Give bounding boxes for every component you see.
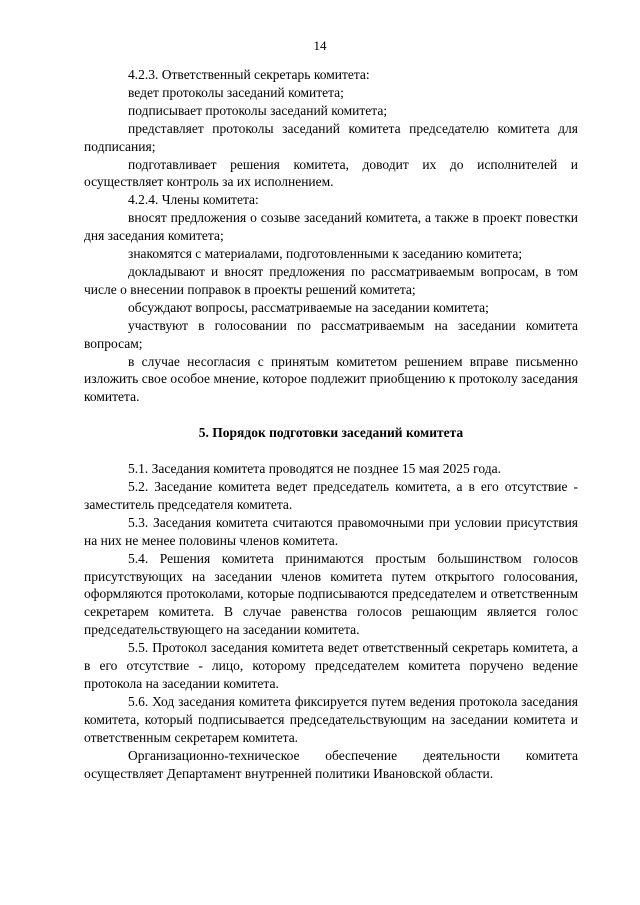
paragraph-member-duty-3: докладывают и вносят предложения по рассматриваемым вопросам, в том числе о внесении поправок в проекты решений комитета; — [84, 263, 578, 297]
paragraph-5-4: 5.4. Решения комитета принимаются простым большинством голосов присутствующих на заседании членов комитета путем открытого голосования, оформляются протоколами, которые подписываются председателем и ответственным секретарем комитета. В случае равенства голосов решающим является голос председательствующего на заседании комитета. — [84, 550, 578, 638]
paragraph-4-2-3-title: 4.2.3. Ответственный секретарь комитета: — [128, 67, 370, 82]
page-number: 14 — [313, 38, 327, 53]
section-heading: 5. Порядок подготовки заседаний комитета — [198, 425, 464, 441]
paragraph-member-duty-4: обсуждают вопросы, рассматриваемые на заседании комитета; — [128, 299, 489, 315]
paragraph-4-2-4-title: 4.2.4. Члены комитета: — [128, 192, 259, 208]
paragraph-secretary-duty-3: представляет протоколы заседаний комитета председателю комитета для подписания; — [84, 120, 578, 154]
paragraph-secretary-duty-2: подписывает протоколы заседаний комитета; — [128, 102, 388, 118]
paragraph-secretary-duty-4: подготавливает решения комитета, доводит их до исполнителей и осуществляет контроль за их исполнением. — [84, 156, 578, 190]
paragraph-member-duty-5: участвуют в голосовании по рассматриваемым на заседании комитета вопросам; — [84, 317, 578, 351]
paragraph-5-2: 5.2. Заседание комитета ведет председатель комитета, а в его отсутствие - заместитель председателя комитета. — [84, 479, 578, 512]
paragraph-support: Организационно-техническое обеспечение деятельности комитета осуществляет Департамент внутренней политики Ивановской области. — [84, 747, 578, 781]
paragraph-member-duty-1: вносят предложения о созыве заседаний комитета, а также в проект повестки дня заседания комитета; — [84, 210, 578, 244]
paragraph-secretary-duty-1: ведет протоколы заседаний комитета; — [128, 84, 344, 100]
document-body — [84, 66, 578, 782]
paragraph-5-5: 5.5. Протокол заседания комитета ведет ответственный секретарь комитета, а в его отсутствие - лицо, которому председателем комитета поручено ведение протокола на заседании комитета. — [84, 640, 578, 691]
paragraph-5-3: 5.3. Заседания комитета считаются правомочными при условии присутствия на них не менее половины членов комитета. — [84, 514, 578, 548]
paragraph-member-duty-6: в случае несогласия с принятым комитетом решением вправе письменно изложить свое особое мнение, которое подлежит приобщению к протоколу заседания комитета. — [84, 353, 578, 405]
paragraph-5-1: 5.1. Заседания комитета проводятся не позднее 15 мая 2025 года. — [128, 461, 501, 477]
paragraph-member-duty-2: знакомятся с материалами, подготовленными к заседанию комитета; — [128, 246, 523, 262]
paragraph-5-6: 5.6. Ход заседания комитета фиксируется путем ведения протокола заседания комитета, который подписывается председательствующим на заседании комитета и ответственным секретарем комитета. — [84, 693, 578, 745]
